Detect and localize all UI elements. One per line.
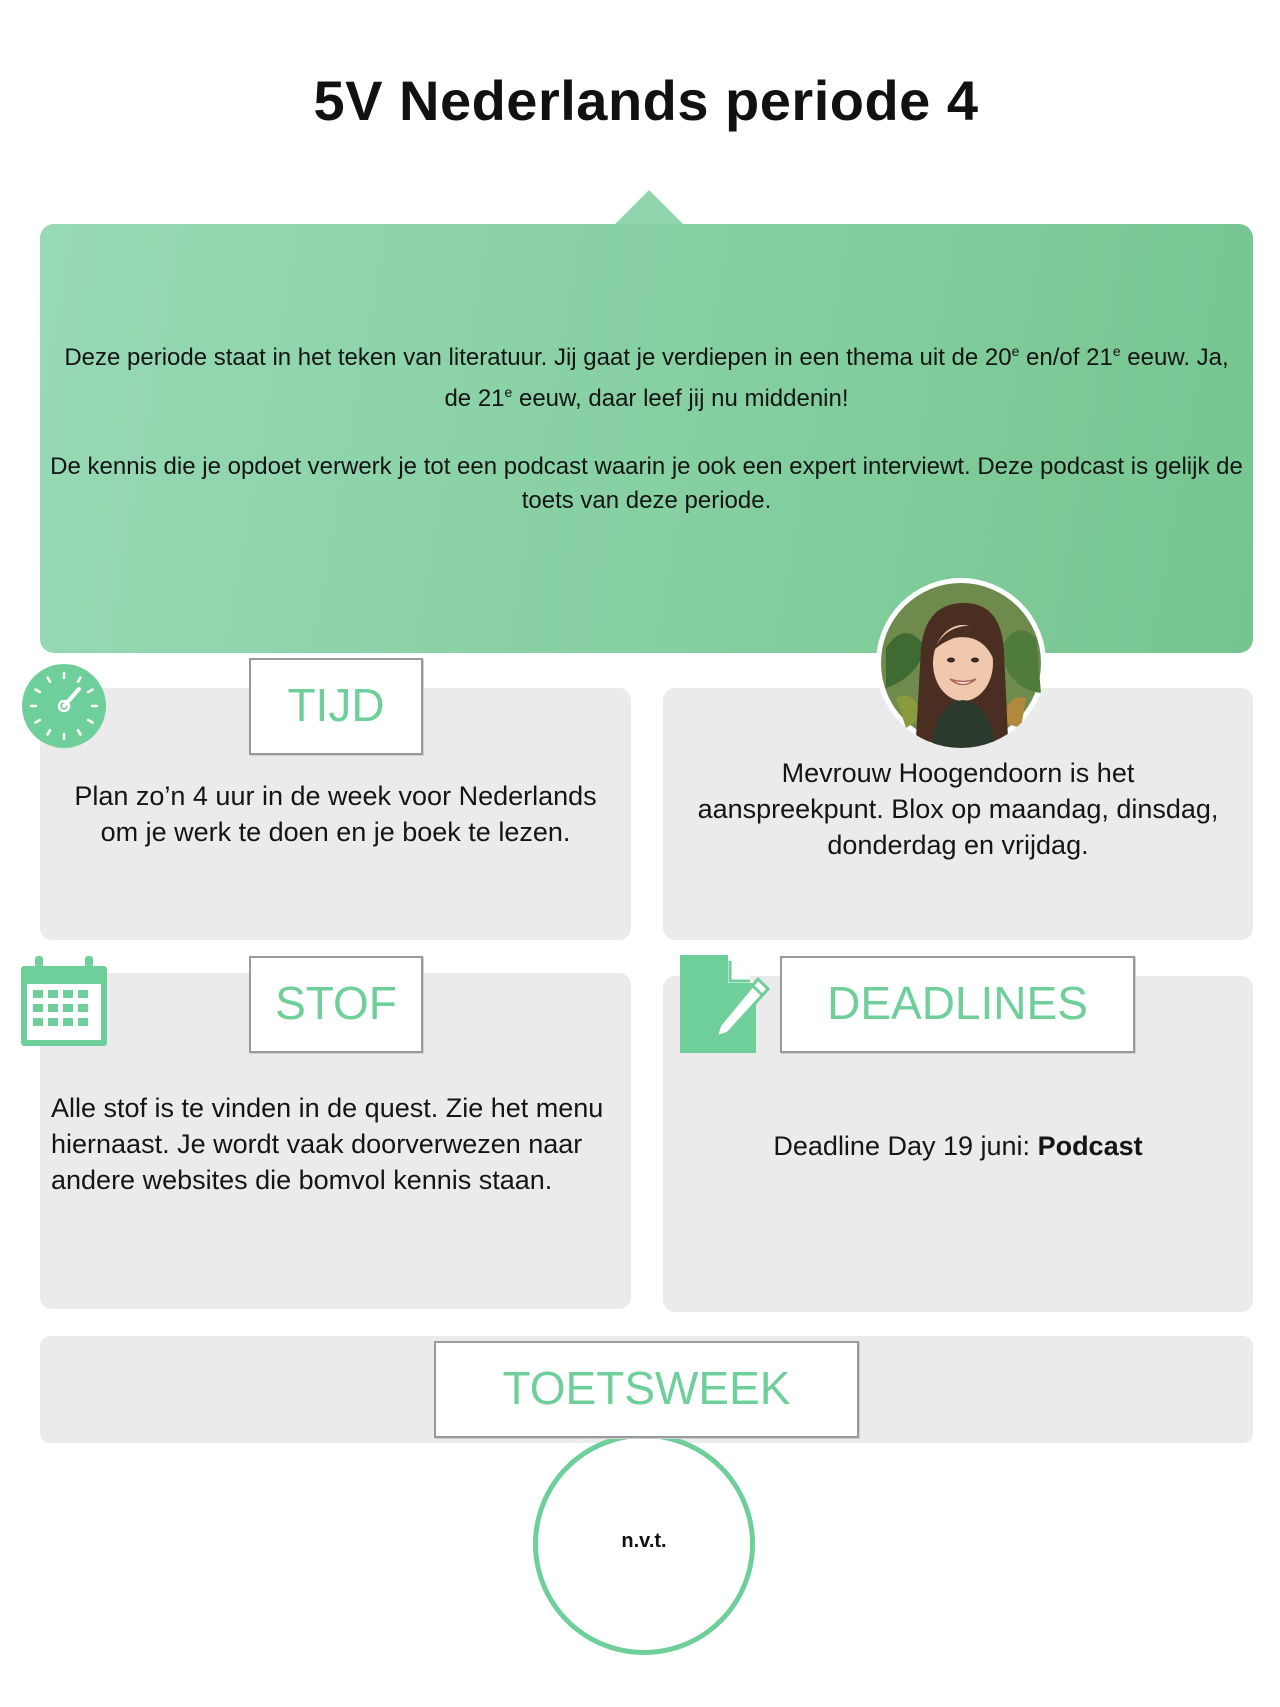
stof-text: Alle stof is te vinden in de quest. Zie het menu hiernaast. Je wordt vaak doorverwezen naar andere websites die bomvol kennis staan. [51,1093,604,1195]
teacher-photo [876,578,1046,748]
contact-text: Mevrouw Hoogendoorn is het aanspreekpunt. Blox op maandag, dinsdag, donderdag en vrijdag. [697,758,1219,860]
document-pen-icon [680,955,772,1053]
stof-label: STOF [249,956,423,1053]
intro-text [50,334,1243,552]
page-title: 5V Nederlands periode 4 [313,69,979,132]
intro-paragraph-2: De kennis die je opdoet verwerk je tot een podcast waarin je ook een expert interviewt. Deze podcast is gelijk de toets van deze periode. [50,453,1243,514]
toetsweek-value: n.v.t. [621,1530,667,1552]
deadlines-label: DEADLINES [780,956,1135,1053]
intro-p1-part-b: en/of 21 [1019,344,1113,371]
intro-p1-sup-3: e [504,384,513,400]
intro-p1-sup-2: e [1112,343,1121,359]
clock-icon [21,663,107,749]
intro-p1-sup-1: e [1011,343,1020,359]
intro-p1-part-a: Deze periode staat in het teken van literatuur. Jij gaat je verdiepen in een thema uit de 20 [64,344,1012,371]
tijd-text: Plan zo’n 4 uur in de week voor Nederlands om je werk te doen en je boek te lezen. [74,781,597,847]
tijd-label: TIJD [249,658,423,755]
calendar-icon [21,956,107,1046]
intro-paragraph-1 [50,334,1243,416]
intro-p1-part-c: eeuw. Ja, de 21 [444,344,1229,412]
deadlines-text [686,1128,1230,1164]
deadlines-text-bold: Podcast [1037,1131,1143,1161]
toetsweek-label: TOETSWEEK [434,1341,859,1438]
intro-notch [615,190,683,224]
deadlines-text-prefix: Deadline Day 19 juni: [773,1131,1038,1161]
intro-p1-part-d: eeuw, daar leef jij nu middenin! [512,385,849,412]
